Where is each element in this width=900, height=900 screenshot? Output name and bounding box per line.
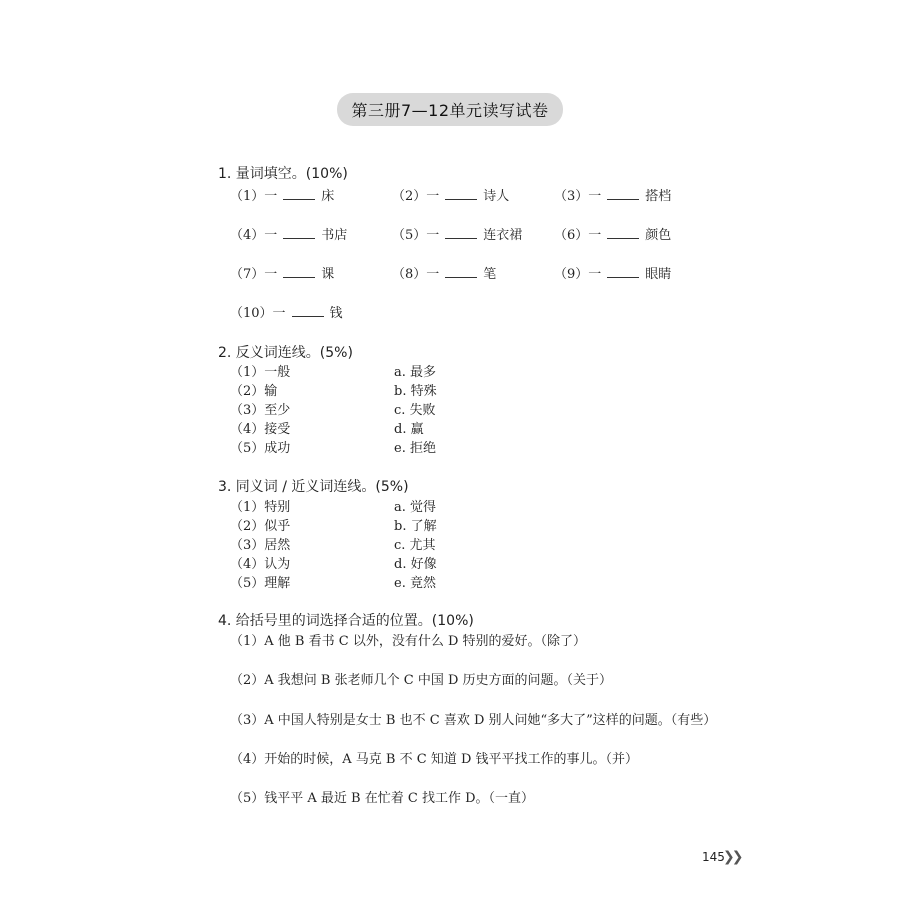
synonym-right-item[interactable]: c. 尤其: [394, 538, 436, 553]
fill-item-5: [392, 224, 522, 243]
synonym-right-item[interactable]: d. 好像: [394, 557, 437, 572]
fill-item-word: 颜色: [645, 228, 672, 243]
fill-item-word: 床: [321, 189, 335, 204]
placement-sentence: （5）钱平平 A 最近 B 在忙着 C 找工作 D。（一直）: [230, 791, 535, 806]
antonym-left-item[interactable]: （3）至少: [230, 403, 291, 418]
answer-blank[interactable]: [445, 226, 477, 239]
fill-item-num: （8）一: [392, 267, 440, 282]
fill-item-word: 搭档: [645, 189, 672, 204]
fill-item-2: [392, 185, 509, 204]
page-number: 145: [702, 850, 725, 864]
placement-sentence: （2）A 我想问 B 张老师几个 C 中国 D 历史方面的问题。（关于）: [230, 673, 613, 688]
fill-item-8: [392, 263, 496, 282]
fill-item-num: （6）一: [554, 228, 602, 243]
placement-sentence: （3）A 中国人特别是女士 B 也不 C 喜欢 D 别人问她“多大了”这样的问题。（有些）: [230, 713, 717, 728]
fill-item-num: （5）一: [392, 228, 440, 243]
synonym-left-item[interactable]: （1）特别: [230, 500, 291, 515]
answer-blank[interactable]: [607, 187, 639, 200]
answer-blank[interactable]: [607, 226, 639, 239]
synonym-right-item[interactable]: b. 了解: [394, 519, 437, 534]
answer-blank[interactable]: [607, 265, 639, 278]
antonym-right-item[interactable]: d. 赢: [394, 422, 424, 437]
section4-heading: 4. 给括号里的词选择合适的位置。(10%): [218, 613, 474, 629]
antonym-left-item[interactable]: （4）接受: [230, 422, 291, 437]
synonym-right-item[interactable]: e. 竟然: [394, 576, 436, 591]
fill-item-word: 书店: [321, 228, 348, 243]
synonym-left-item[interactable]: （2）似乎: [230, 519, 291, 534]
section3-heading: 3. 同义词 / 近义词连线。(5%): [218, 479, 409, 495]
answer-blank[interactable]: [292, 304, 324, 317]
answer-blank[interactable]: [283, 265, 315, 278]
synonym-left-item[interactable]: （5）理解: [230, 576, 291, 591]
antonym-left-item[interactable]: （5）成功: [230, 441, 291, 456]
synonym-right-item[interactable]: a. 觉得: [394, 500, 437, 515]
fill-item-num: （4）一: [230, 228, 278, 243]
fill-item-word: 眼睛: [645, 267, 672, 282]
page-title: 第三册7—12单元读写试卷: [337, 93, 562, 126]
placement-sentence: （4）开始的时候，A 马克 B 不 C 知道 D 钱平平找工作的事儿。（并）: [230, 752, 639, 767]
antonym-left-item[interactable]: （2）输: [230, 384, 278, 399]
antonym-right-item[interactable]: c. 失败: [394, 403, 436, 418]
fill-item-num: （7）一: [230, 267, 278, 282]
fill-item-word: 钱: [329, 306, 343, 321]
answer-blank[interactable]: [445, 265, 477, 278]
antonym-left-item[interactable]: （1）一般: [230, 365, 291, 380]
antonym-right-item[interactable]: a. 最多: [394, 365, 437, 380]
fill-item-word: 课: [321, 267, 335, 282]
section2-heading: 2. 反义词连线。(5%): [218, 345, 353, 361]
fill-item-word: 诗人: [483, 189, 510, 204]
double-chevron-right-icon: ❯❯: [723, 849, 741, 865]
fill-item-1: [230, 185, 334, 204]
fill-item-word: 连衣裙: [483, 228, 523, 243]
fill-item-num: （9）一: [554, 267, 602, 282]
answer-blank[interactable]: [283, 187, 315, 200]
fill-item-4: [230, 224, 347, 243]
placement-sentence: （1）A 他 B 看书 C 以外，没有什么 D 特别的爱好。（除了）: [230, 634, 587, 649]
fill-item-num: （1）一: [230, 189, 278, 204]
section1-heading: 1. 量词填空。(10%): [218, 166, 348, 182]
answer-blank[interactable]: [445, 187, 477, 200]
fill-item-9: [554, 263, 671, 282]
fill-item-7: [230, 263, 334, 282]
fill-item-10: [230, 302, 343, 321]
synonym-left-item[interactable]: （4）认为: [230, 557, 291, 572]
fill-item-num: （3）一: [554, 189, 602, 204]
fill-item-3: [554, 185, 671, 204]
antonym-right-item[interactable]: b. 特殊: [394, 384, 437, 399]
fill-item-num: （2）一: [392, 189, 440, 204]
answer-blank[interactable]: [283, 226, 315, 239]
synonym-left-item[interactable]: （3）居然: [230, 538, 291, 553]
fill-item-num: （10）一: [230, 306, 286, 321]
antonym-right-item[interactable]: e. 拒绝: [394, 441, 436, 456]
page-title-wrap: [0, 93, 900, 126]
fill-item-6: [554, 224, 671, 243]
fill-item-word: 笔: [483, 267, 497, 282]
